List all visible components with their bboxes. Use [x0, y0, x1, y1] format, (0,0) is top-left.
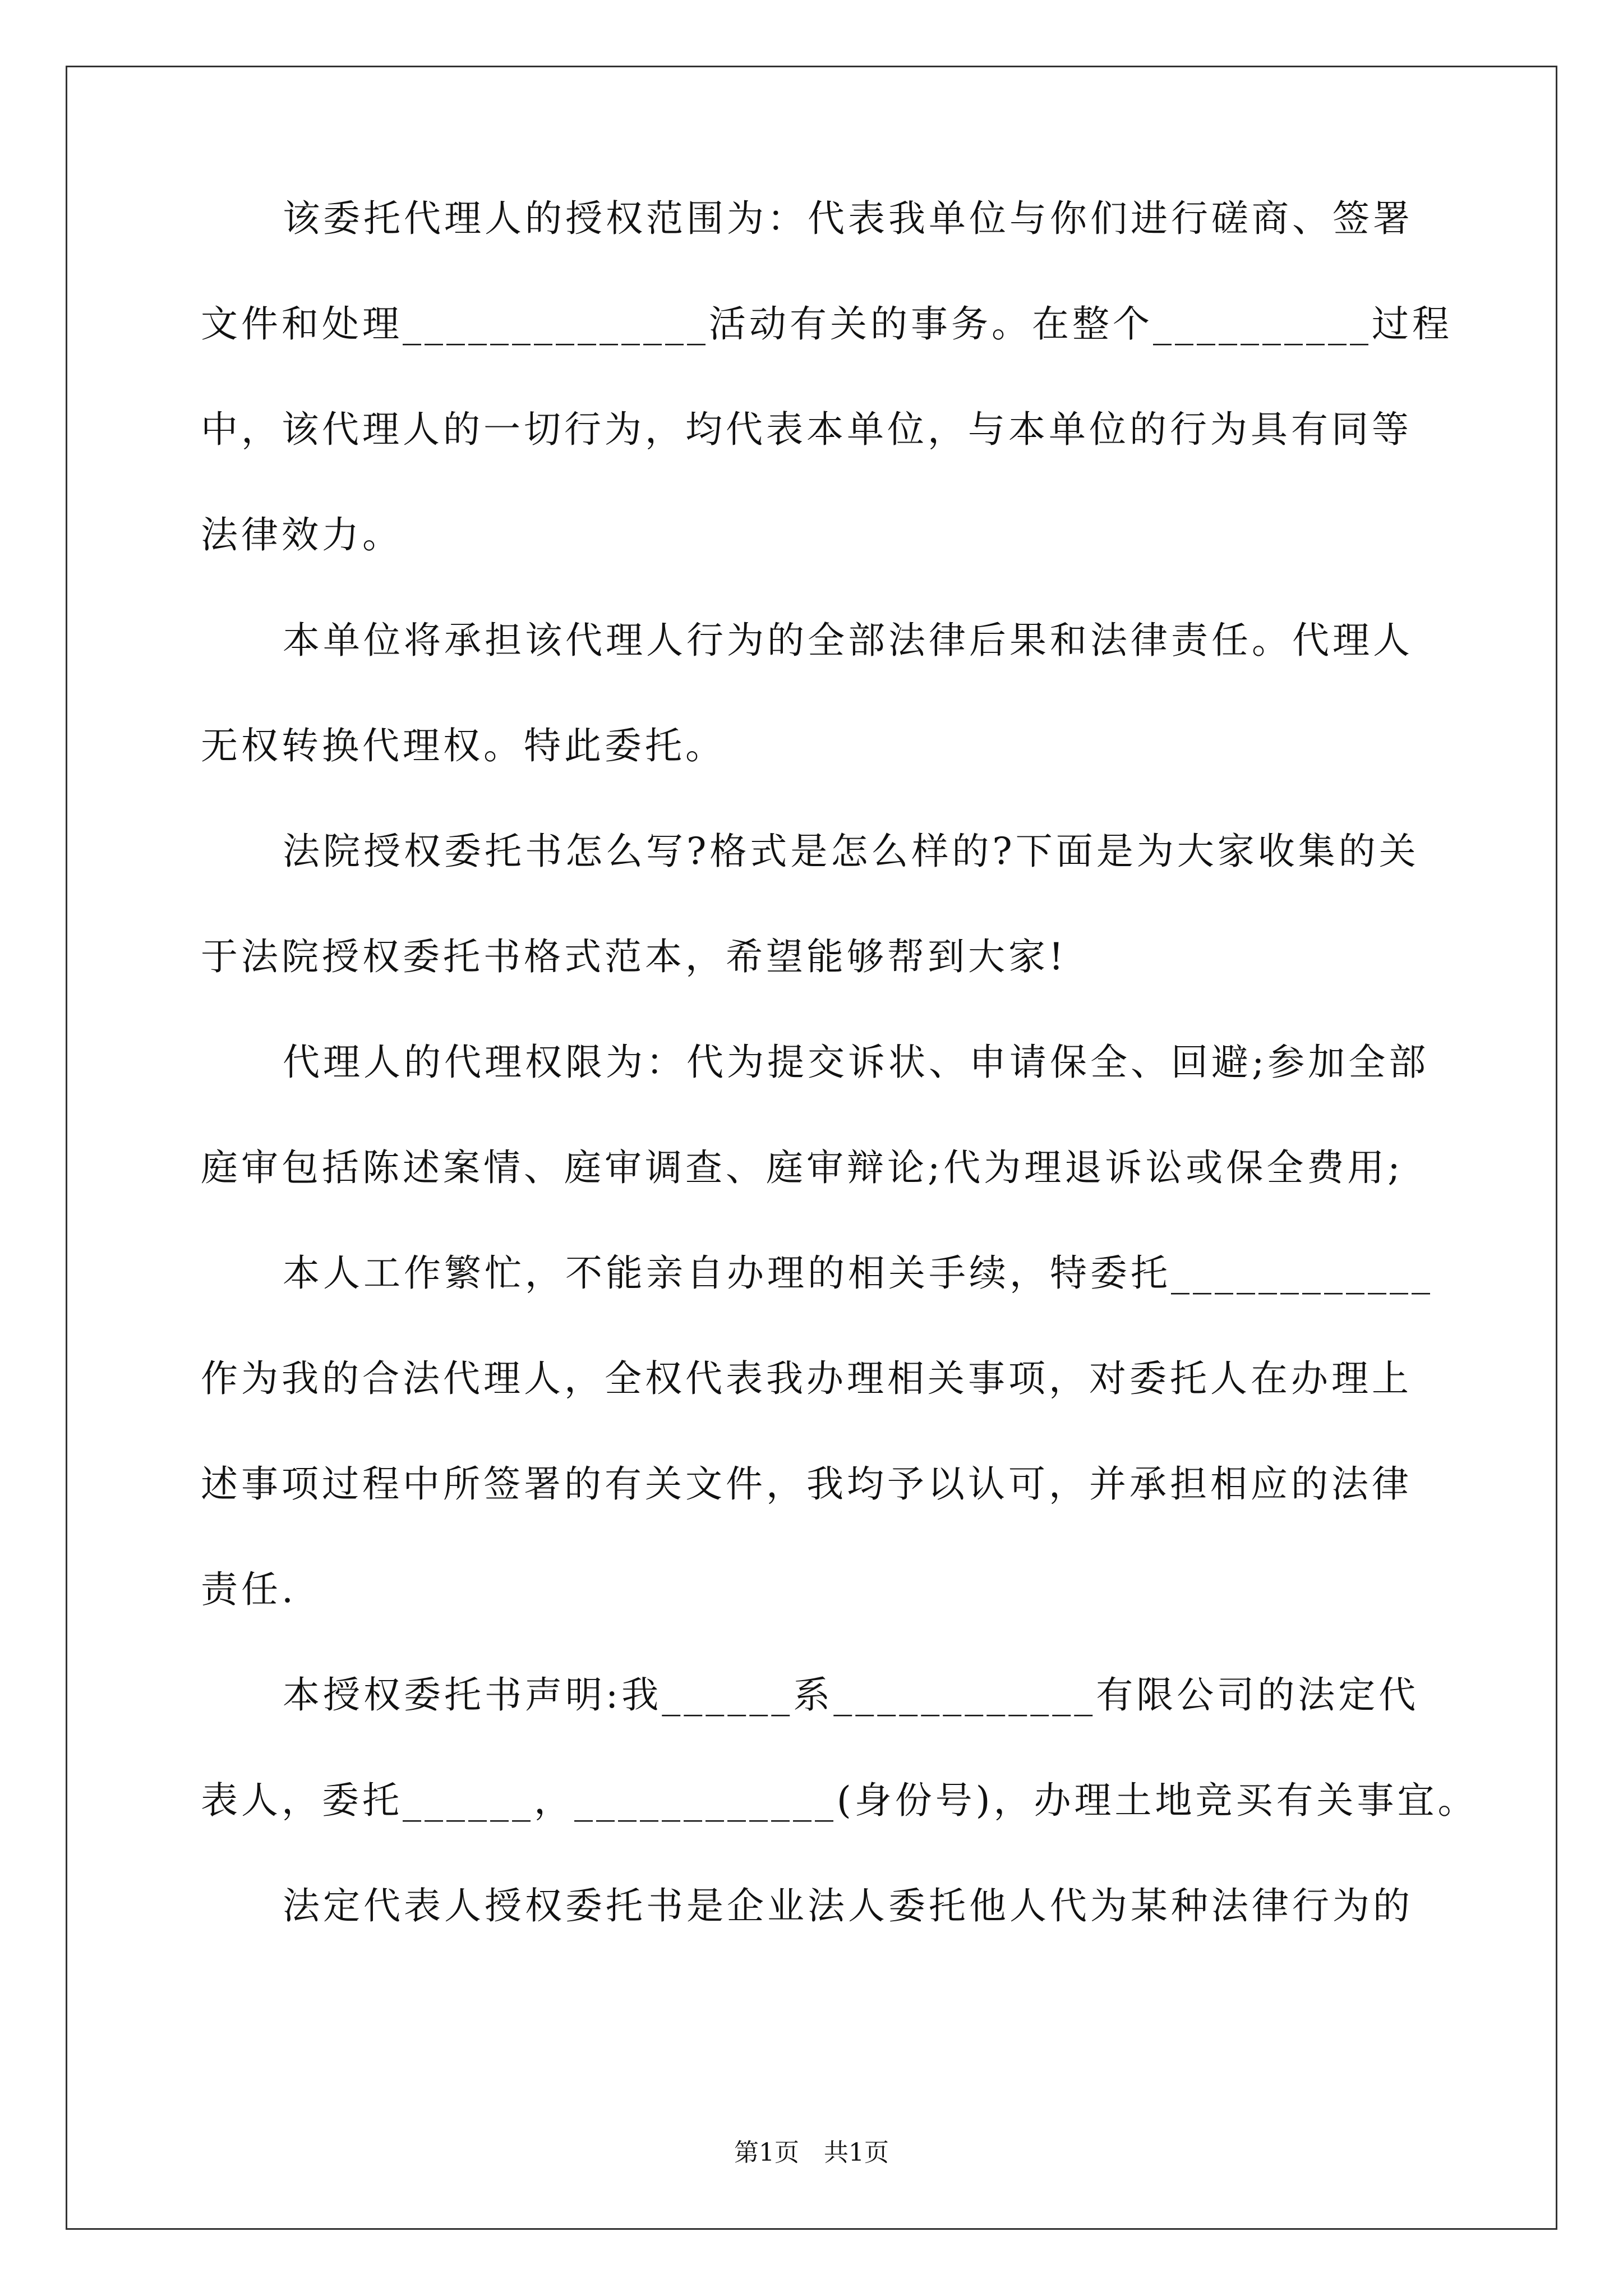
text-line: 作为我的合法代理人，全权代表我办理相关事项，对委托人在办理上 [201, 1357, 1412, 1400]
text-line: 文件和处理______________活动有关的事务。在整个__________过程 [201, 302, 1453, 346]
text-line: 法律效力。 [201, 513, 403, 556]
text-line: 本人工作繁忙，不能亲自办理的相关手续，特委托____________ [283, 1251, 1433, 1295]
text-line: 本授权委托书声明:我______系____________有限公司的法定代 [283, 1673, 1419, 1717]
text-line: 无权转换代理权。特此委托。 [201, 724, 726, 767]
text-line: 中，该代理人的一切行为，均代表本单位，与本单位的行为具有同等 [201, 408, 1412, 451]
text-line: 述事项过程中所签署的有关文件，我均予以认可，并承担相应的法律 [201, 1462, 1412, 1506]
text-line: 庭审包括陈述案情、庭审调查、庭审辩论;代为理退诉讼或保全费用; [201, 1146, 1404, 1189]
page-footer: 第1页 共1页 [734, 2138, 889, 2167]
text-line: 法院授权委托书怎么写?格式是怎么样的?下面是为大家收集的关 [283, 830, 1419, 873]
text-line: 于法院授权委托书格式范本，希望能够帮到大家! [201, 935, 1067, 978]
text-line: 该委托代理人的授权范围为：代表我单位与你们进行磋商、签署 [283, 197, 1413, 240]
text-line: 本单位将承担该代理人行为的全部法律后果和法律责任。代理人 [283, 619, 1413, 662]
text-line: 法定代表人授权委托书是企业法人委托他人代为某种法律行为的 [283, 1884, 1413, 1927]
text-line: 代理人的代理权限为：代为提交诉状、申请保全、回避;参加全部 [283, 1041, 1430, 1084]
text-line: 责任. [201, 1568, 297, 1611]
text-line: 表人，委托______，____________(身份号)，办理土地竞买有关事宜。 [201, 1779, 1478, 1822]
